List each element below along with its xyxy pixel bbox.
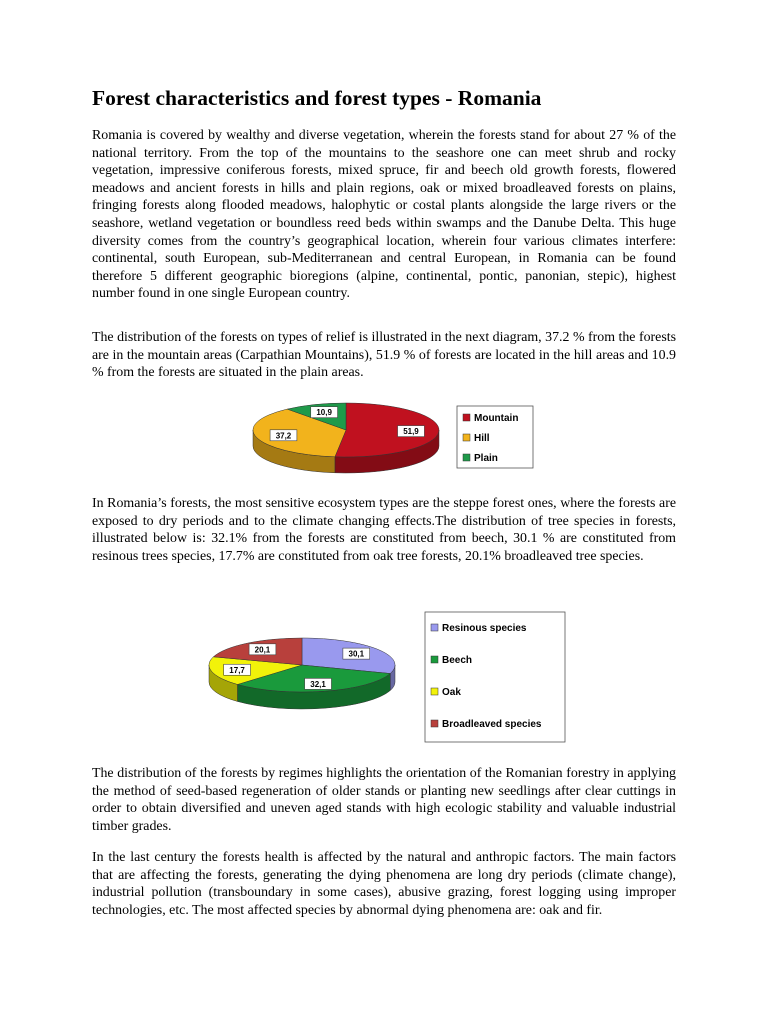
- legend-item-resinous-species: [431, 623, 527, 634]
- legend-swatch: [463, 434, 470, 441]
- pie-data-label-mountain: [398, 426, 425, 437]
- pie-data-label-text: 30,1: [348, 649, 365, 659]
- paragraph-vegetation: Romania is covered by wealthy and diverse vegetation, wherein the forests stand for about 27 % of the national territory. From the top of the mountains to the seashore one can meet shrub and rocky vegetation, impressive coniferous forests, mixed spruce, fir and beech old growth forests, flowered meadows and ancient forests in hills and plain regions, oak or mixed broadleaved forests on plains, fringing forests along flooded meadows, halophytic or costal plants alongside the large rivers or the seashore, wetland vegetation or boundless reed beds within swamps and the Danube Delta. This huge diversity comes from the country’s geographical location, wherein four various climates interfere: continental, south European, sub-Mediterranean and central European, in Romania can be found therefore 5 different geographic bioregions (alpine, continental, pontic, panonian, stepic), highest number found in one single European country.: [92, 128, 676, 302]
- legend-swatch: [431, 624, 438, 631]
- pie-data-label-text: 37,2: [275, 431, 292, 441]
- legend-label: Plain: [474, 453, 498, 464]
- pie-legend: [425, 612, 565, 742]
- pie-data-label-text: 17,7: [229, 665, 245, 675]
- species-pie-chart: [195, 600, 573, 746]
- relief-pie-chart: [250, 396, 540, 482]
- pie-data-label-text: 10,9: [316, 408, 332, 418]
- pie-data-label-resinous-species: [343, 648, 370, 659]
- pie-legend: [457, 406, 533, 468]
- species-pie-chart-svg: [195, 600, 573, 746]
- pie-data-label-oak: [224, 664, 251, 675]
- legend-swatch: [431, 656, 438, 663]
- legend-label: Hill: [474, 433, 490, 444]
- paragraph-relief-distribution: The distribution of the forests on types of relief is illustrated in the next diagram, 37.2 % from the forests are in the mountain areas (Carpathian Mountains), 51.9 % of forests are located in the hill areas and 10.9 % from the forests are situated in the plain areas.: [92, 330, 676, 381]
- legend-swatch: [431, 688, 438, 695]
- paragraph-regimes: The distribution of the forests by regimes highlights the orientation of the Romanian forestry in applying the method of seed-based regeneration of older stands or planting new seedlings after clear cuttings in order to obtain diversified and uneven aged stands with high ecologic stability and valuable industrial timber grades.: [92, 766, 676, 834]
- legend-label: Mountain: [474, 413, 519, 424]
- pie-data-label-broadleaved-species: [249, 644, 276, 655]
- legend-swatch: [463, 414, 470, 421]
- pie-data-label-text: 32,1: [310, 679, 326, 689]
- legend-label: Resinous species: [442, 623, 527, 634]
- legend-label: Oak: [442, 687, 461, 698]
- pie-data-label-plain: [311, 407, 338, 418]
- pie-data-label-beech: [305, 678, 332, 689]
- pie-data-label-text: 51,9: [403, 427, 419, 437]
- legend-item-broadleaved-species: [431, 719, 542, 730]
- legend-label: Broadleaved species: [442, 719, 542, 730]
- paragraph-forest-health: In the last century the forests health is affected by the natural and anthropic factors. The main factors that are affecting the forests, generating the dying phenomena are long dry periods (climate change), industrial pollution (transboundary in some cases), abusive grazing, forest logging using improper technologies, etc. The most affected species by abnormal dying phenomena are: oak and fir.: [92, 850, 676, 918]
- relief-pie-chart-svg: [250, 396, 540, 482]
- paragraph-tree-species: In Romania’s forests, the most sensitive ecosystem types are the steppe forest ones, where the forests are exposed to dry periods and to the climate changing effects.The distribution of tree species in forests, illustrated below is: 32.1% from the forests are constituted from beech, 30.1 % are constituted from resinous trees species, 17.7% are constituted from oak tree forests, 20.1% broadleaved tree species.: [92, 496, 676, 564]
- pie-data-label-hill: [270, 430, 297, 441]
- legend-swatch: [463, 454, 470, 461]
- page-title: Forest characteristics and forest types - Romania: [92, 86, 542, 110]
- pie-data-label-text: 20,1: [254, 645, 271, 655]
- legend-label: Beech: [442, 655, 473, 666]
- legend-swatch: [431, 720, 438, 727]
